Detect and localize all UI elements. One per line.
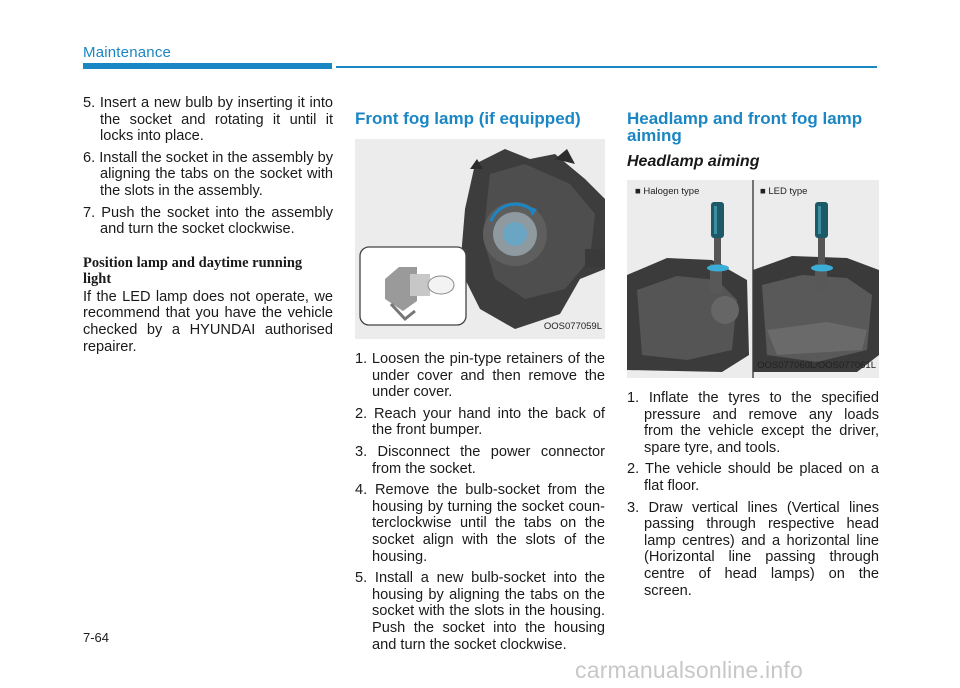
step-item: 5. Insert a new bulb by inserting it into the socket and rotating it until it locks into place. xyxy=(83,95,333,145)
figure-caption: OOS077060L/OOS077061L xyxy=(757,360,876,372)
column-left xyxy=(83,95,333,355)
subheading-headlamp-aiming: Headlamp aiming xyxy=(627,153,760,170)
figure-label-halogen: ■ Halogen type xyxy=(635,186,700,197)
step-item: 1. Loosen the pin-type retainers of the under cover and then remove the under cover. xyxy=(355,351,605,401)
step-item: 4. Remove the bulb-socket from the housing by turning the socket coun-terclockwise until the tabs on the socket align with the slots of the housing. xyxy=(355,482,605,565)
fog-lamp-figure xyxy=(355,139,605,339)
fog-lamp-illustration xyxy=(355,139,605,339)
paragraph-led-note: If the LED lamp does not operate, we recommend that you have the vehicle checked by a HYUNDAI authorised repairer. xyxy=(83,288,333,355)
step-item: 7. Push the socket into the assembly and turn the socket clockwise. xyxy=(83,204,333,238)
step-item: 2. The vehicle should be placed on a flat floor. xyxy=(627,461,879,494)
watermark: carmanualsonline.info xyxy=(575,657,803,683)
subheading-position-lamp: Position lamp and daytime running light xyxy=(83,254,303,287)
step-item: 1. Inflate the tyres to the specified pressure and remove any loads from the vehicle except the driver, spare tyre, and tools. xyxy=(627,390,879,456)
figure-caption: OOS077059L xyxy=(543,321,602,333)
step-item: 6. Install the socket in the assembly by aligning the tabs on the socket with the slots in the assembly. xyxy=(83,149,333,199)
header-rule-thin xyxy=(336,66,877,68)
header-title: Maintenance xyxy=(83,44,172,61)
figure-label-led: ■ LED type xyxy=(760,186,808,197)
step-item: 5. Install a new bulb-socket into the housing by aligning the tabs on the socket with the slots in the housing. Push the socket into the housing and turn the socket clockwise. xyxy=(355,570,605,653)
step-item: 3. Disconnect the power connector from the socket. xyxy=(355,443,605,477)
section-heading-aiming: Headlamp and front fog lamp aiming xyxy=(627,109,863,145)
headlamp-aiming-illustration xyxy=(627,180,879,378)
headlamp-aiming-figure xyxy=(627,180,879,378)
step-item: 3. Draw vertical lines (Vertical lines passing through respective head lamp centres) and a horizontal line (Horizontal line passing through centre of head lamps) on the screen. xyxy=(627,499,879,599)
column-right xyxy=(627,110,879,604)
header-rule-thick xyxy=(83,63,332,69)
section-heading-fog-lamp: Front fog lamp (if equipped) xyxy=(355,109,581,128)
column-middle xyxy=(355,110,605,658)
page-number: 7-64 xyxy=(83,630,110,645)
step-item: 2. Reach your hand into the back of the front bumper. xyxy=(355,405,605,439)
